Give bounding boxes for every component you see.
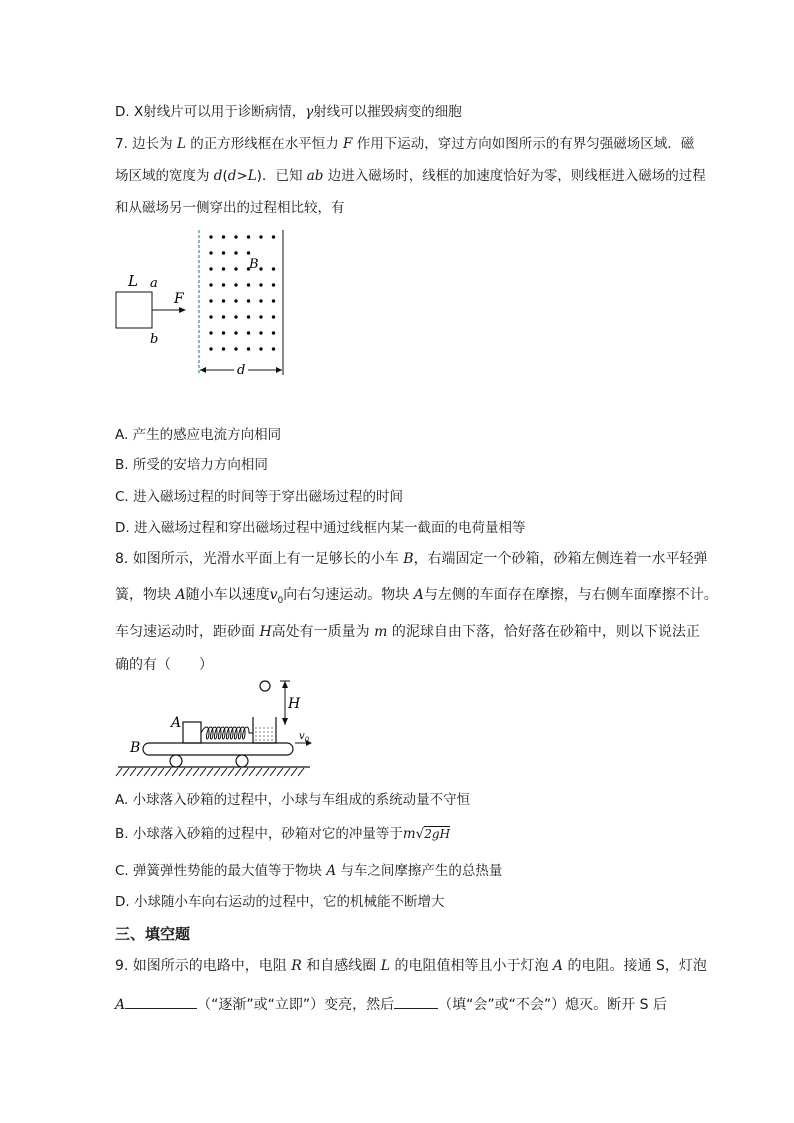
hatch-line (270, 768, 276, 776)
q7-option-a: A. 产生的感应电流方向相同 (115, 427, 282, 443)
q7-l1-text-a: 7. 边长为 (115, 136, 177, 152)
field-dot (222, 347, 225, 350)
width-arrow-left-head (200, 367, 206, 373)
field-dot (209, 347, 212, 350)
label-b-cart: B (130, 740, 141, 756)
hatch-line (151, 768, 157, 776)
hatch-line (277, 768, 283, 776)
q6-option-d-suffix: 射线可以摧毁病变的细胞 (313, 104, 462, 120)
field-dot (259, 267, 262, 270)
field-dot (234, 251, 237, 254)
hatch-line (214, 768, 220, 776)
q8-option-c-var-a: A (326, 863, 337, 879)
q7-l1-text-c: 的正方形线框在水平恒力 (185, 136, 344, 152)
answer-blank-2[interactable] (394, 994, 438, 1009)
q6-option-d-prefix: D. X射线片可以用于诊断病情， (115, 104, 306, 120)
q9-l2-text-b: （“逐渐”或“立即”）变亮，然后 (197, 997, 395, 1013)
label-a: a (150, 276, 158, 291)
field-dot (222, 331, 225, 334)
hatch-line (221, 768, 227, 776)
q7-l2-text-i: 边进入磁场时，线框的加速度恰好为零，则线框进入磁场的过程 (323, 168, 706, 184)
wheel-left (170, 755, 182, 767)
q7-l1-text-e: 作用下运动，穿过方向如图所示的有界匀强磁场区域．磁 (352, 136, 695, 152)
q7-stem-line-3: 和从磁场另一侧穿出的过程相比较，有 (115, 200, 345, 216)
hatch-line (130, 768, 136, 776)
q8-l2-var-a: A (175, 587, 186, 603)
hatch-line (186, 768, 192, 776)
field-dot (209, 235, 212, 238)
q7-l1-var-f: F (343, 136, 353, 152)
hatch-line (123, 768, 129, 776)
sqrt-symbol: √ (415, 826, 425, 842)
q7-option-b: B. 所受的安培力方向相同 (115, 457, 268, 473)
field-dot (272, 283, 275, 286)
block-a (183, 722, 201, 743)
q8-l2-sub-0: 0 (277, 595, 284, 606)
width-arrow-right-head (276, 367, 282, 373)
q8-option-a: A. 小球落入砂箱的过程中，小球与车组成的系统动量不守恒 (115, 792, 471, 808)
field-dot (222, 315, 225, 318)
field-dot (247, 283, 250, 286)
q9-l1-var-l: L (380, 958, 391, 974)
q7-l2-text-a: 场区域的宽度为 (115, 168, 214, 184)
square-loop (116, 292, 152, 328)
q7-option-d: D. 进入磁场过程和穿出磁场过程中通过线框内某一截面的电荷量相等 (115, 520, 526, 536)
label-b: b (150, 332, 159, 347)
q9-l2-text-c: （填“会”或“不会”）熄灭。断开 S 后 (438, 997, 667, 1013)
q8-option-b-prefix: B. 小球落入砂箱的过程中，砂箱对它的冲量等于 (115, 826, 403, 842)
q7-l2-paren: ( (222, 168, 228, 184)
hatch-line (172, 768, 178, 776)
q9-stem-line-1 (115, 956, 707, 976)
field-dot (209, 283, 212, 286)
q9-l2-var-a: A (115, 997, 126, 1013)
q7-l1-var-l: L (176, 136, 186, 152)
q8-l3-text-e: 的泥球自由下落，恰好落在砂箱中，则以下说法正 (387, 624, 700, 640)
field-dot (209, 251, 212, 254)
field-dot (209, 267, 212, 270)
hatch-line (200, 768, 206, 776)
q8-l3-text-c: 高处有一质量为 (271, 624, 375, 640)
q8-l2-text-f: 向右匀速运动。物块 (283, 587, 414, 603)
field-dot (234, 315, 237, 318)
field-dot (247, 235, 250, 238)
field-dot (247, 331, 250, 334)
field-dot (234, 283, 237, 286)
hatch-line (291, 768, 297, 776)
q9-l1-var-a: A (552, 958, 564, 974)
hatch-line (298, 768, 304, 776)
field-dot (272, 347, 275, 350)
label-b-field: B (249, 257, 259, 272)
hatch-line (284, 768, 290, 776)
label-a-block: A (171, 715, 182, 731)
q9-l1-text-g: 的电阻。接通 S，灯泡 (563, 958, 707, 974)
height-arrow-up (282, 681, 288, 688)
q7-l2-gt: > (236, 168, 248, 184)
q8-stem-line-2 (115, 585, 718, 611)
q9-l1-var-r: R (291, 958, 302, 974)
q7-l2-text-g: )．已知 (256, 168, 307, 184)
height-arrow-down (282, 718, 288, 725)
q8-option-d: D. 小球随小车向右运动的过程中，它的机械能不断增大 (115, 894, 445, 910)
hatch-line (158, 768, 164, 776)
force-arrow-head (179, 307, 186, 313)
field-dot (222, 251, 225, 254)
hatch-line (235, 768, 241, 776)
field-dot (259, 299, 262, 302)
hatch-line (179, 768, 185, 776)
field-dot (247, 315, 250, 318)
q7-option-c: C. 进入磁场过程的时间等于穿出磁场过程的时间 (115, 489, 404, 505)
q7-l2-var-ab: ab (306, 168, 324, 184)
section-title-fill-in: 三、填空题 (115, 925, 191, 943)
field-dot (259, 235, 262, 238)
field-dot (259, 331, 262, 334)
answer-blank-1[interactable] (125, 994, 197, 1009)
q9-l1-text-a: 9. 如图所示的电路中，电阻 (115, 958, 292, 974)
q9-stem-line-2 (115, 994, 667, 1015)
q8-l2-text-c: 随小车以速度 (185, 587, 270, 603)
q8-l1-text-c: ，右端固定一个砂箱，砂箱左侧连着一水平轻弹 (413, 551, 708, 567)
field-dot (272, 315, 275, 318)
hatch-line (193, 768, 199, 776)
field-dot (272, 331, 275, 334)
field-dots (209, 235, 275, 350)
ground-hatching (116, 768, 304, 776)
field-dot (234, 347, 237, 350)
q8-option-b-m: m (402, 826, 416, 842)
field-dot (259, 283, 262, 286)
q7-stem-line-1 (115, 134, 694, 154)
field-dot (272, 299, 275, 302)
label-l: L (128, 272, 138, 290)
field-dot (272, 267, 275, 270)
hatch-line (242, 768, 248, 776)
hatch-line (256, 768, 262, 776)
hatch-line (144, 768, 150, 776)
field-dot (209, 299, 212, 302)
q8-l3-var-h: H (259, 624, 272, 640)
hatch-line (207, 768, 213, 776)
q8-option-c-text-a: C. 弹簧弹性势能的最大值等于物块 (115, 863, 327, 879)
wheel-right (236, 755, 248, 767)
field-dot (259, 315, 262, 318)
field-dot (247, 299, 250, 302)
q6-gamma: γ (305, 104, 314, 120)
sand-box (253, 717, 276, 743)
q8-option-c (115, 861, 502, 881)
q8-option-c-text-c: 与车之间摩擦产生的总热量 (336, 863, 503, 879)
field-dot (247, 347, 250, 350)
q8-l2-text-a: 簧，物块 (115, 587, 176, 603)
q8-stem-line-4: 确的有（ ） (115, 657, 213, 673)
q8-l1-var-b: B (403, 551, 414, 567)
field-dot (234, 267, 237, 270)
q8-option-b (115, 824, 450, 844)
q8-l1-text-a: 8. 如图所示，光滑水平面上有一足够长的小车 (115, 551, 404, 567)
q8-l2-var-a2: A (413, 587, 424, 603)
field-dot (209, 315, 212, 318)
field-dot (234, 299, 237, 302)
q8-stem-line-1 (115, 549, 708, 569)
q8-l3-text-a: 车匀速运动时，距砂面 (115, 624, 260, 640)
q8-l2-var-v: v (269, 587, 278, 603)
hatch-line (228, 768, 234, 776)
q8-l3-var-m: m (374, 624, 388, 640)
q8-stem-line-3 (115, 622, 700, 642)
field-dot (222, 267, 225, 270)
q6-option-d (115, 102, 462, 122)
field-dot (234, 235, 237, 238)
spring (201, 727, 253, 739)
hatch-line (116, 768, 122, 776)
hatch-line (137, 768, 143, 776)
q8-cart-figure (110, 675, 320, 785)
field-dot (272, 235, 275, 238)
field-dot (209, 331, 212, 334)
label-h: H (288, 696, 301, 712)
cart-body (143, 743, 293, 755)
q8-option-b-radicand: 2gH (424, 827, 451, 841)
hatch-line (263, 768, 269, 776)
q7-l2-var-d2: d (227, 168, 237, 184)
q7-stem-line-2 (115, 166, 706, 186)
q7-magnetic-field-figure (100, 225, 300, 385)
q9-l1-text-c: 和自感线圈 (301, 958, 381, 974)
field-dot (234, 331, 237, 334)
q8-l2-text-h: 与左侧的车面存在摩擦，与右侧车面摩擦不计。 (423, 587, 718, 603)
q9-l1-text-e: 的电阻值相等且小于灯泡 (390, 958, 553, 974)
field-dot (222, 235, 225, 238)
sand-fill (255, 728, 274, 740)
field-dot (259, 347, 262, 350)
mud-ball (260, 681, 270, 691)
field-dot (247, 251, 250, 254)
hatch-line (165, 768, 171, 776)
label-v0: $v_0$ (299, 731, 310, 744)
label-d: d (237, 363, 246, 378)
field-dot (222, 299, 225, 302)
field-dot (222, 283, 225, 286)
hatch-line (249, 768, 255, 776)
q7-l2-var-d: d (213, 168, 223, 184)
label-f: F (174, 291, 184, 307)
q7-l2-var-l: L (247, 168, 257, 184)
